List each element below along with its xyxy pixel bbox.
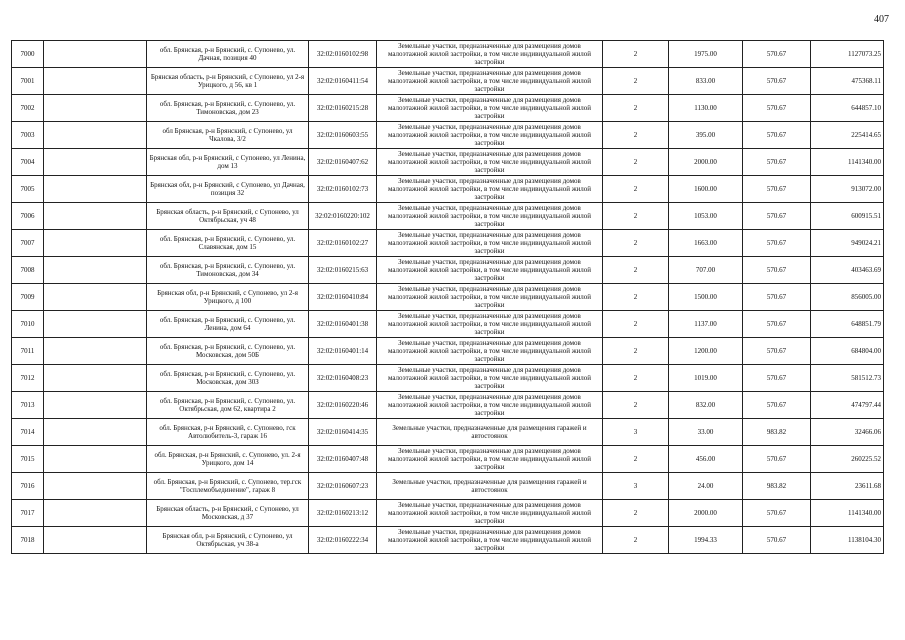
land-use-cell: Земельные участки, предназначенные для размещения домов малоэтажной жилой застройки, в том числе индивидуальной жилой застройки bbox=[377, 365, 603, 392]
group-cell: 2 bbox=[603, 203, 669, 230]
cadastral-value-cell: 949024.21 bbox=[811, 230, 884, 257]
table-row bbox=[12, 284, 884, 311]
blank-cell bbox=[44, 500, 147, 527]
cadastral-number-cell: 32:02:0160410:84 bbox=[309, 284, 377, 311]
area-cell: 1975.00 bbox=[669, 41, 743, 68]
cadastral-number-cell: 32:02:0160215:63 bbox=[309, 257, 377, 284]
land-use-cell: Земельные участки, предназначенные для размещения домов малоэтажной жилой застройки, в том числе индивидуальной жилой застройки bbox=[377, 176, 603, 203]
address-cell: обл. Брянская, р-н Брянский, с. Супонево, ул. 2-я Урицкого, дом 14 bbox=[147, 446, 309, 473]
address-cell: Брянская обл, р-н Брянский, с Супонево, ул Октябрьская, уч 38-а bbox=[147, 527, 309, 554]
area-cell: 2000.00 bbox=[669, 149, 743, 176]
cadastral-value-cell: 23611.68 bbox=[811, 473, 884, 500]
group-cell: 2 bbox=[603, 311, 669, 338]
blank-cell bbox=[44, 392, 147, 419]
table-body bbox=[12, 41, 884, 554]
address-cell: обл. Брянская, р-н Брянский, с. Супонево, ул. Тимоновская, дом 34 bbox=[147, 257, 309, 284]
table-row bbox=[12, 68, 884, 95]
row-id-cell: 7018 bbox=[12, 527, 44, 554]
address-cell: Брянская обл, р-н Брянский, с Супонево, ул 2-я Урицкого, д 100 bbox=[147, 284, 309, 311]
blank-cell bbox=[44, 68, 147, 95]
specific-value-cell: 570.67 bbox=[743, 338, 811, 365]
cadastral-number-cell: 32:02:0160401:14 bbox=[309, 338, 377, 365]
cadastral-number-cell: 32:02:0160102:27 bbox=[309, 230, 377, 257]
group-cell: 2 bbox=[603, 446, 669, 473]
group-cell: 2 bbox=[603, 500, 669, 527]
row-id-cell: 7005 bbox=[12, 176, 44, 203]
specific-value-cell: 570.67 bbox=[743, 500, 811, 527]
table-row bbox=[12, 257, 884, 284]
group-cell: 2 bbox=[603, 527, 669, 554]
cadastral-number-cell: 32:02:0160407:62 bbox=[309, 149, 377, 176]
land-use-cell: Земельные участки, предназначенные для размещения домов малоэтажной жилой застройки, в том числе индивидуальной жилой застройки bbox=[377, 230, 603, 257]
area-cell: 1994.33 bbox=[669, 527, 743, 554]
table-row bbox=[12, 41, 884, 68]
area-cell: 707.00 bbox=[669, 257, 743, 284]
cadastral-value-cell: 1141340.00 bbox=[811, 500, 884, 527]
row-id-cell: 7003 bbox=[12, 122, 44, 149]
blank-cell bbox=[44, 122, 147, 149]
blank-cell bbox=[44, 41, 147, 68]
cadastral-number-cell: 32:02:0160220:46 bbox=[309, 392, 377, 419]
blank-cell bbox=[44, 230, 147, 257]
row-id-cell: 7016 bbox=[12, 473, 44, 500]
cadastral-number-cell: 32:02:0160411:54 bbox=[309, 68, 377, 95]
cadastral-number-cell: 32:02:0160408:23 bbox=[309, 365, 377, 392]
blank-cell bbox=[44, 338, 147, 365]
land-use-cell: Земельные участки, предназначенные для размещения гаражей и автостоянок bbox=[377, 419, 603, 446]
specific-value-cell: 570.67 bbox=[743, 176, 811, 203]
row-id-cell: 7017 bbox=[12, 500, 44, 527]
land-use-cell: Земельные участки, предназначенные для размещения домов малоэтажной жилой застройки, в том числе индивидуальной жилой застройки bbox=[377, 257, 603, 284]
blank-cell bbox=[44, 311, 147, 338]
cadastral-number-cell: 32:02:0160213:12 bbox=[309, 500, 377, 527]
blank-cell bbox=[44, 95, 147, 122]
specific-value-cell: 570.67 bbox=[743, 41, 811, 68]
cadastral-value-cell: 856005.00 bbox=[811, 284, 884, 311]
area-cell: 1137.00 bbox=[669, 311, 743, 338]
specific-value-cell: 570.67 bbox=[743, 284, 811, 311]
land-use-cell: Земельные участки, предназначенные для размещения домов малоэтажной жилой застройки, в том числе индивидуальной жилой застройки bbox=[377, 203, 603, 230]
blank-cell bbox=[44, 284, 147, 311]
specific-value-cell: 570.67 bbox=[743, 365, 811, 392]
cadastral-number-cell: 32:02:0160414:35 bbox=[309, 419, 377, 446]
cadastral-number-cell: 32:02:0160607:23 bbox=[309, 473, 377, 500]
area-cell: 1600.00 bbox=[669, 176, 743, 203]
blank-cell bbox=[44, 203, 147, 230]
cadastral-value-cell: 403463.69 bbox=[811, 257, 884, 284]
blank-cell bbox=[44, 257, 147, 284]
land-use-cell: Земельные участки, предназначенные для размещения домов малоэтажной жилой застройки, в том числе индивидуальной жилой застройки bbox=[377, 527, 603, 554]
land-use-cell: Земельные участки, предназначенные для размещения домов малоэтажной жилой застройки, в том числе индивидуальной жилой застройки bbox=[377, 284, 603, 311]
specific-value-cell: 570.67 bbox=[743, 95, 811, 122]
group-cell: 2 bbox=[603, 149, 669, 176]
address-cell: Брянская область, р-н Брянский, с Супонево, ул 2-я Урицкого, д 56, кв 1 bbox=[147, 68, 309, 95]
blank-cell bbox=[44, 149, 147, 176]
table-row bbox=[12, 473, 884, 500]
row-id-cell: 7011 bbox=[12, 338, 44, 365]
cadastral-value-cell: 32466.06 bbox=[811, 419, 884, 446]
address-cell: обл. Брянская, р-н Брянский, с. Супонево, тер.гск "Госплемобъединение", гараж 8 bbox=[147, 473, 309, 500]
address-cell: Брянская область, р-н Брянский, с Супонево, ул Октябрьская, уч 48 bbox=[147, 203, 309, 230]
cadastral-value-cell: 913072.00 bbox=[811, 176, 884, 203]
group-cell: 2 bbox=[603, 230, 669, 257]
group-cell: 2 bbox=[603, 176, 669, 203]
page-number: 407 bbox=[874, 14, 889, 25]
land-use-cell: Земельные участки, предназначенные для размещения домов малоэтажной жилой застройки, в том числе индивидуальной жилой застройки bbox=[377, 500, 603, 527]
specific-value-cell: 570.67 bbox=[743, 527, 811, 554]
specific-value-cell: 570.67 bbox=[743, 149, 811, 176]
area-cell: 1019.00 bbox=[669, 365, 743, 392]
area-cell: 1663.00 bbox=[669, 230, 743, 257]
address-cell: Брянская обл, р-н Брянский, с Супонево, ул Ленина, дом 13 bbox=[147, 149, 309, 176]
specific-value-cell: 570.67 bbox=[743, 230, 811, 257]
cadastral-value-cell: 600915.51 bbox=[811, 203, 884, 230]
cadastral-number-cell: 32:02:0160401:38 bbox=[309, 311, 377, 338]
address-cell: обл. Брянская, р-н Брянский, с. Супонево, ул. Московская, дом 50Б bbox=[147, 338, 309, 365]
blank-cell bbox=[44, 176, 147, 203]
row-id-cell: 7012 bbox=[12, 365, 44, 392]
group-cell: 2 bbox=[603, 365, 669, 392]
area-cell: 1200.00 bbox=[669, 338, 743, 365]
cadastral-value-cell: 1127073.25 bbox=[811, 41, 884, 68]
group-cell: 3 bbox=[603, 419, 669, 446]
table-row bbox=[12, 311, 884, 338]
address-cell: обл. Брянская, р-н Брянский, с. Супонево, ул. Славянская, дом 15 bbox=[147, 230, 309, 257]
cadastral-number-cell: 32:02:0160603:55 bbox=[309, 122, 377, 149]
address-cell: обл. Брянская, р-н Брянский, с. Супонево, ул. Дачная, позиция 40 bbox=[147, 41, 309, 68]
group-cell: 2 bbox=[603, 257, 669, 284]
address-cell: Брянская обл, р-н Брянский, с Супонево, ул Дачная, позиция 32 bbox=[147, 176, 309, 203]
row-id-cell: 7002 bbox=[12, 95, 44, 122]
cadastral-value-cell: 684804.00 bbox=[811, 338, 884, 365]
row-id-cell: 7007 bbox=[12, 230, 44, 257]
blank-cell bbox=[44, 365, 147, 392]
row-id-cell: 7006 bbox=[12, 203, 44, 230]
area-cell: 1053.00 bbox=[669, 203, 743, 230]
specific-value-cell: 570.67 bbox=[743, 122, 811, 149]
address-cell: обл. Брянская, р-н Брянский, с. Супонево, ул. Московская, дом 30З bbox=[147, 365, 309, 392]
table-row bbox=[12, 527, 884, 554]
row-id-cell: 7015 bbox=[12, 446, 44, 473]
specific-value-cell: 983.82 bbox=[743, 473, 811, 500]
land-use-cell: Земельные участки, предназначенные для размещения гаражей и автостоянок bbox=[377, 473, 603, 500]
address-cell: обл. Брянская, р-н Брянский, с. Супонево, гск Автолюбитель-3, гараж 16 bbox=[147, 419, 309, 446]
specific-value-cell: 570.67 bbox=[743, 203, 811, 230]
group-cell: 2 bbox=[603, 338, 669, 365]
area-cell: 395.00 bbox=[669, 122, 743, 149]
area-cell: 2000.00 bbox=[669, 500, 743, 527]
cadastral-value-cell: 1138104.30 bbox=[811, 527, 884, 554]
area-cell: 1500.00 bbox=[669, 284, 743, 311]
land-use-cell: Земельные участки, предназначенные для размещения домов малоэтажной жилой застройки, в том числе индивидуальной жилой застройки bbox=[377, 95, 603, 122]
cadastral-number-cell: 32:02:0160222:34 bbox=[309, 527, 377, 554]
group-cell: 2 bbox=[603, 392, 669, 419]
group-cell: 2 bbox=[603, 95, 669, 122]
table-row bbox=[12, 338, 884, 365]
table-row bbox=[12, 419, 884, 446]
area-cell: 833.00 bbox=[669, 68, 743, 95]
table-row bbox=[12, 122, 884, 149]
cadastral-number-cell: 32:02:0160220:102 bbox=[309, 203, 377, 230]
group-cell: 2 bbox=[603, 68, 669, 95]
cadastral-value-cell: 225414.65 bbox=[811, 122, 884, 149]
land-use-cell: Земельные участки, предназначенные для размещения домов малоэтажной жилой застройки, в том числе индивидуальной жилой застройки bbox=[377, 122, 603, 149]
group-cell: 2 bbox=[603, 41, 669, 68]
address-cell: Брянская область, р-н Брянский, с Супонево, ул Московская, д 37 bbox=[147, 500, 309, 527]
blank-cell bbox=[44, 419, 147, 446]
land-use-cell: Земельные участки, предназначенные для размещения домов малоэтажной жилой застройки, в том числе индивидуальной жилой застройки bbox=[377, 446, 603, 473]
table-row bbox=[12, 176, 884, 203]
land-use-cell: Земельные участки, предназначенные для размещения домов малоэтажной жилой застройки, в том числе индивидуальной жилой застройки bbox=[377, 149, 603, 176]
land-use-cell: Земельные участки, предназначенные для размещения домов малоэтажной жилой застройки, в том числе индивидуальной жилой застройки bbox=[377, 41, 603, 68]
address-cell: обл. Брянская, р-н Брянский, с. Супонево, ул. Октябрьская, дом 62, квартира 2 bbox=[147, 392, 309, 419]
cadastral-value-table bbox=[11, 40, 884, 554]
group-cell: 2 bbox=[603, 122, 669, 149]
land-use-cell: Земельные участки, предназначенные для размещения домов малоэтажной жилой застройки, в том числе индивидуальной жилой застройки bbox=[377, 392, 603, 419]
blank-cell bbox=[44, 473, 147, 500]
cadastral-number-cell: 32:02:0160407:48 bbox=[309, 446, 377, 473]
area-cell: 1130.00 bbox=[669, 95, 743, 122]
blank-cell bbox=[44, 446, 147, 473]
area-cell: 456.00 bbox=[669, 446, 743, 473]
row-id-cell: 7010 bbox=[12, 311, 44, 338]
cadastral-value-cell: 475368.11 bbox=[811, 68, 884, 95]
land-use-cell: Земельные участки, предназначенные для размещения домов малоэтажной жилой застройки, в том числе индивидуальной жилой застройки bbox=[377, 311, 603, 338]
land-use-cell: Земельные участки, предназначенные для размещения домов малоэтажной жилой застройки, в том числе индивидуальной жилой застройки bbox=[377, 68, 603, 95]
specific-value-cell: 983.82 bbox=[743, 419, 811, 446]
area-cell: 832.00 bbox=[669, 392, 743, 419]
row-id-cell: 7001 bbox=[12, 68, 44, 95]
row-id-cell: 7000 bbox=[12, 41, 44, 68]
table-row bbox=[12, 203, 884, 230]
specific-value-cell: 570.67 bbox=[743, 446, 811, 473]
specific-value-cell: 570.67 bbox=[743, 311, 811, 338]
row-id-cell: 7004 bbox=[12, 149, 44, 176]
group-cell: 2 bbox=[603, 284, 669, 311]
blank-cell bbox=[44, 527, 147, 554]
specific-value-cell: 570.67 bbox=[743, 68, 811, 95]
cadastral-value-cell: 581512.73 bbox=[811, 365, 884, 392]
area-cell: 24.00 bbox=[669, 473, 743, 500]
row-id-cell: 7013 bbox=[12, 392, 44, 419]
row-id-cell: 7014 bbox=[12, 419, 44, 446]
cadastral-value-cell: 260225.52 bbox=[811, 446, 884, 473]
address-cell: обл. Брянская, р-н Брянский, с. Супонево, ул. Ленина, дом 64 bbox=[147, 311, 309, 338]
cadastral-number-cell: 32:02:0160102:98 bbox=[309, 41, 377, 68]
area-cell: 33.00 bbox=[669, 419, 743, 446]
table-row bbox=[12, 446, 884, 473]
specific-value-cell: 570.67 bbox=[743, 257, 811, 284]
table-row bbox=[12, 230, 884, 257]
cadastral-value-cell: 648851.79 bbox=[811, 311, 884, 338]
address-cell: обл Брянская, р-н Брянский, с Супонево, ул Чкалова, 3/2 bbox=[147, 122, 309, 149]
table-row bbox=[12, 95, 884, 122]
land-use-cell: Земельные участки, предназначенные для размещения домов малоэтажной жилой застройки, в том числе индивидуальной жилой застройки bbox=[377, 338, 603, 365]
cadastral-value-cell: 644857.10 bbox=[811, 95, 884, 122]
row-id-cell: 7009 bbox=[12, 284, 44, 311]
row-id-cell: 7008 bbox=[12, 257, 44, 284]
group-cell: 3 bbox=[603, 473, 669, 500]
table-row bbox=[12, 500, 884, 527]
table-row bbox=[12, 365, 884, 392]
cadastral-number-cell: 32:02:0160215:28 bbox=[309, 95, 377, 122]
table-row bbox=[12, 149, 884, 176]
specific-value-cell: 570.67 bbox=[743, 392, 811, 419]
cadastral-value-cell: 474797.44 bbox=[811, 392, 884, 419]
cadastral-number-cell: 32:02:0160102:73 bbox=[309, 176, 377, 203]
address-cell: обл. Брянская, р-н Брянский, с. Супонево, ул. Тимоновская, дом 23 bbox=[147, 95, 309, 122]
table-row bbox=[12, 392, 884, 419]
cadastral-value-cell: 1141340.00 bbox=[811, 149, 884, 176]
